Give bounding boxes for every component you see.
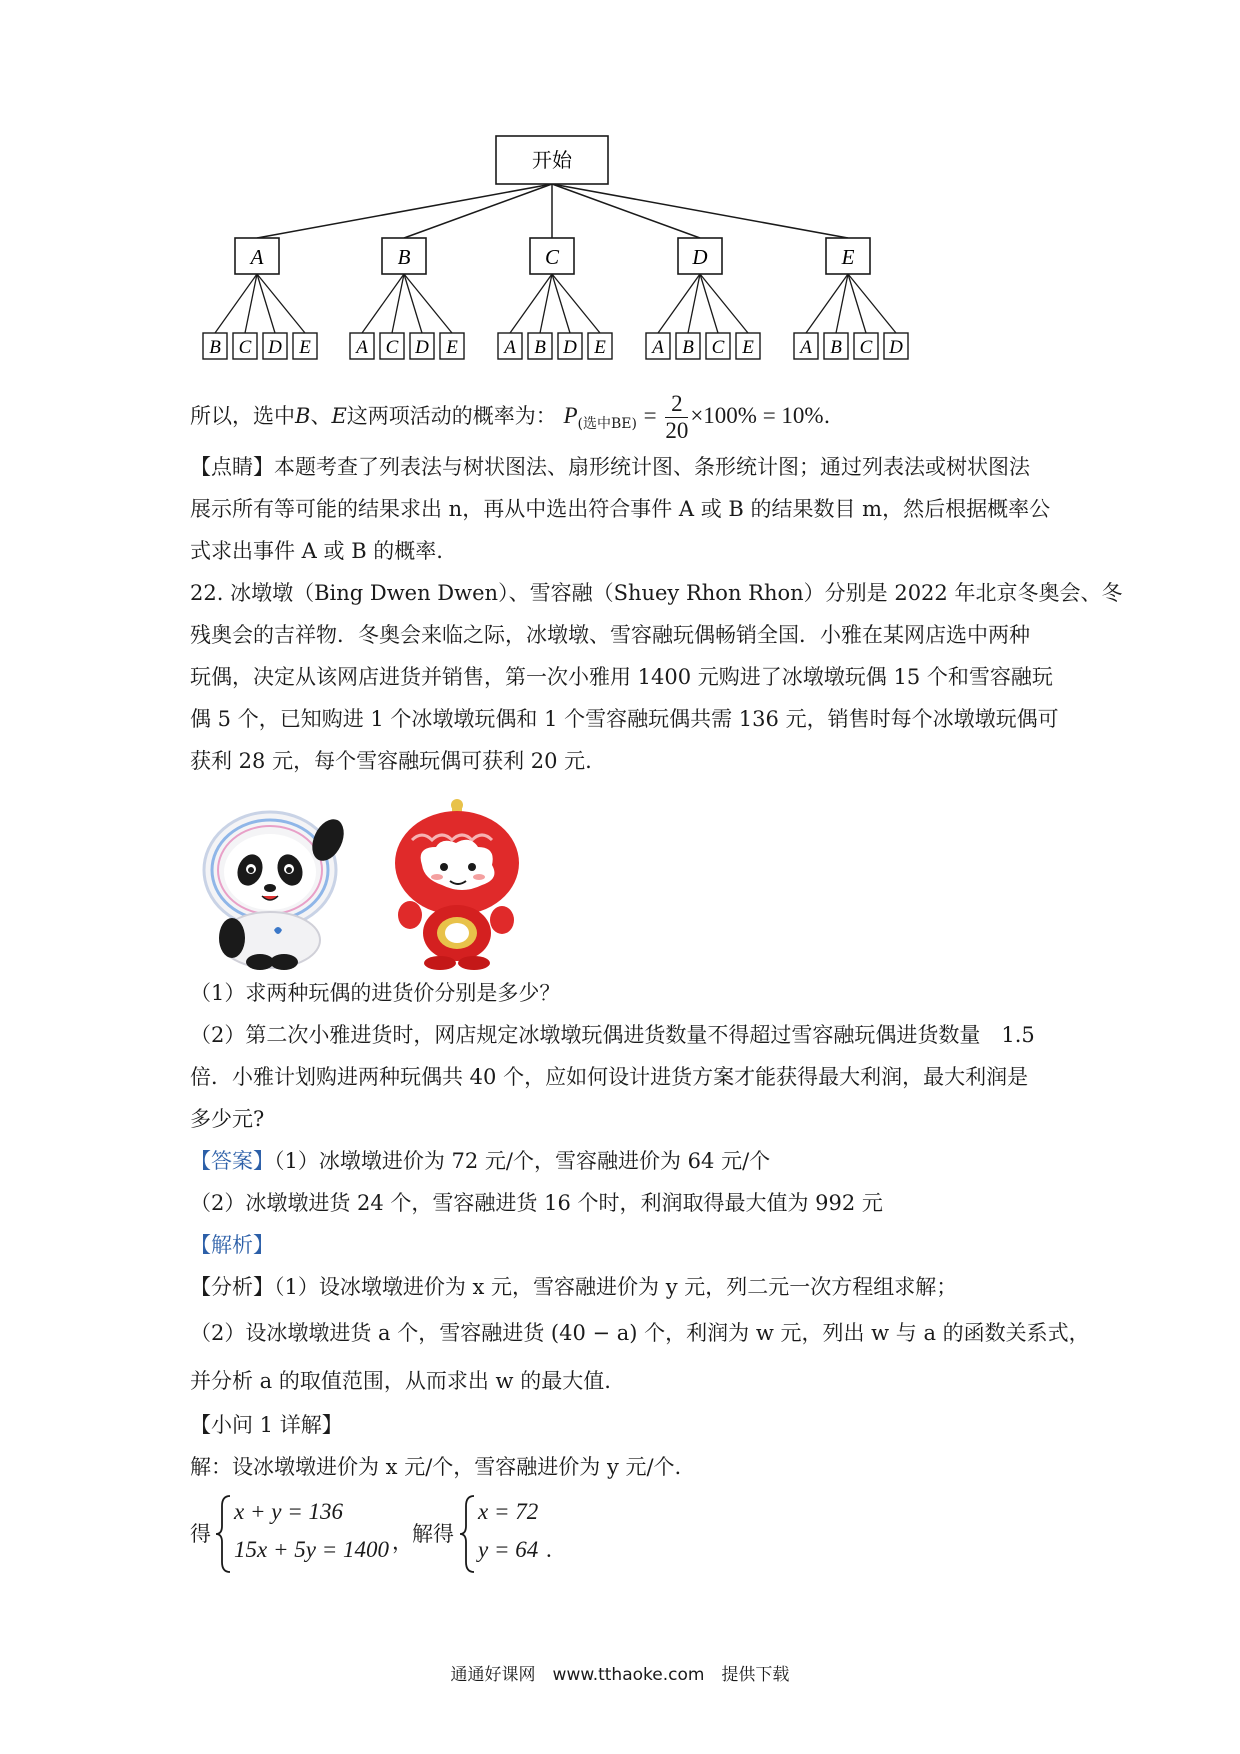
var-b: B xyxy=(295,404,311,428)
system-comma: ， xyxy=(392,1530,413,1554)
tree-edge-root-B xyxy=(404,184,552,238)
tree-leaf-label-A-D: D xyxy=(268,337,282,358)
probability-rest: ×100% = 10% xyxy=(690,403,824,428)
fenxi-line-3: 并分析 a 的取值范围，从而求出 w 的最大值. xyxy=(190,1369,611,1393)
tree-root-label: 开始 xyxy=(532,148,572,172)
fraction xyxy=(665,391,688,444)
tree-leaf-label-D-A: A xyxy=(652,337,664,358)
solution-y: y = 64 xyxy=(478,1537,539,1562)
equation-2: 15x + 5y = 1400 xyxy=(234,1537,389,1562)
tree-node-label-A: A xyxy=(250,245,264,269)
fraction-denominator: 20 xyxy=(665,418,689,443)
tree-edge-B-E xyxy=(404,274,452,333)
p-subscript: (选中BE) xyxy=(577,416,637,433)
tree-leaf-label-E-B: B xyxy=(830,337,842,358)
tree-edge-B-D xyxy=(404,274,422,333)
tree-edge-C-D xyxy=(552,274,570,333)
p-symbol: P xyxy=(563,403,578,428)
tree-edge-root-A xyxy=(257,184,552,238)
tree-leaf-label-E-C: C xyxy=(859,337,873,358)
probability-sep: 、 xyxy=(310,404,332,428)
jiexi-tag: 【解析】 xyxy=(190,1233,274,1257)
answer-tag: 【答案】 xyxy=(190,1149,274,1173)
tree-node-label-D: D xyxy=(692,245,708,269)
tree-leaf-label-C-B: B xyxy=(534,337,546,358)
sub-question-2-line-1: （2）第二次小雅进货时，网店规定冰墩墩玩偶进货数量不得超过雪容融玩偶进货数量 1.5 xyxy=(190,1023,1035,1047)
probability-prefix: 所以，选中 xyxy=(190,404,295,428)
equals-sign: = xyxy=(643,403,657,428)
tree-leaf-label-A-C: C xyxy=(238,337,252,358)
bing-dwen-dwen-image xyxy=(188,800,358,970)
tree-leaf-label-B-A: A xyxy=(356,337,368,358)
answer-2: （2）冰墩墩进货 24 个，雪容融进货 16 个时，利润取得最大值为 992 元 xyxy=(190,1191,883,1215)
tree-node-label-B: B xyxy=(397,245,411,269)
q22-line-1: 22. 冰墩墩（Bing Dwen Dwen）、雪容融（Shuey Rhon Rhon）分别是 2022 年北京冬奥会、冬 xyxy=(190,581,1123,605)
tree-leaf-label-D-E: E xyxy=(742,337,754,358)
tree-edge-E-C xyxy=(848,274,866,333)
tree-leaf-label-B-C: C xyxy=(385,337,399,358)
q22-line-3: 玩偶，决定从该网店进货并销售，第一次小雅用 1400 元购进了冰墩墩玩偶 15 个和雪容融玩 xyxy=(190,665,1053,689)
left-brace xyxy=(214,1494,234,1574)
probability-end: . xyxy=(823,404,831,428)
de-label: 得 xyxy=(190,1522,211,1546)
fraction-numerator: 2 xyxy=(665,391,688,418)
equation-1: x + y = 136 xyxy=(234,1499,343,1524)
tree-edge-D-E xyxy=(700,274,748,333)
tree-leaf-label-E-A: A xyxy=(800,337,812,358)
fenxi-line-1: 【分析】（1）设冰墩墩进价为 x 元，雪容融进价为 y 元，列二元一次方程组求解； xyxy=(190,1275,958,1299)
jiede-label: 解得 xyxy=(412,1522,454,1546)
tree-leaf-label-A-B: B xyxy=(209,337,221,358)
solution-intro: 解：设冰墩墩进价为 x 元/个，雪容融进价为 y 元/个. xyxy=(190,1455,682,1479)
answer-line-1 xyxy=(190,1146,1070,1176)
probability-line xyxy=(190,386,1070,446)
shuey-rhon-rhon-image xyxy=(382,795,532,970)
q22-line-2: 残奥会的吉祥物．冬奥会来临之际，冰墩墩、雪容融玩偶畅销全国．小雅在某网店选中两种 xyxy=(190,623,1030,647)
fenxi-line-2: （2）设冰墩墩进货 a 个，雪容融进货 (40 − a) 个，利润为 w 元，列出 w 与 a 的函数关系式， xyxy=(190,1321,1090,1345)
tree-diagram xyxy=(0,0,1240,380)
answer-1: （1）冰墩墩进价为 72 元/个，雪容融进价为 64 元/个 xyxy=(274,1149,771,1173)
sub-question-2-line-3: 多少元? xyxy=(190,1107,265,1131)
q22-line-5: 获利 28 元，每个雪容融玩偶可获利 20 元. xyxy=(190,749,592,773)
dianjing-line-3: 式求出事件 A 或 B 的概率. xyxy=(190,539,443,563)
tree-edge-C-E xyxy=(552,274,600,333)
tree-leaf-label-C-D: D xyxy=(563,337,577,358)
dianjing-line-1: 【点睛】本题考查了列表法与树状图法、扇形统计图、条形统计图；通过列表法或树状图法 xyxy=(190,455,1030,479)
tree-leaf-label-D-C: C xyxy=(711,337,725,358)
page-footer: 通通好课网 www.tthaoke.com 提供下载 xyxy=(450,1665,790,1685)
sub-question-2-line-2: 倍．小雅计划购进两种玩偶共 40 个，应如何设计进货方案才能获得最大利润，最大利润是 xyxy=(190,1065,1029,1089)
tree-node-label-C: C xyxy=(544,245,560,269)
xiangjie-tag: 【小问 1 详解】 xyxy=(190,1413,343,1437)
system-end: . xyxy=(546,1537,552,1562)
tree-leaf-label-A-E: E xyxy=(299,337,311,358)
tree-leaf-label-B-D: D xyxy=(415,337,429,358)
tree-leaf-label-C-A: A xyxy=(504,337,516,358)
tree-leaf-label-E-D: D xyxy=(889,337,903,358)
right-system-brace xyxy=(458,1494,478,1574)
probability-mid: 这两项活动的概率为： xyxy=(346,404,557,428)
sub-question-1: （1）求两种玩偶的进货价分别是多少？ xyxy=(190,981,561,1005)
tree-edge-A-E xyxy=(257,274,305,333)
tree-leaf-label-C-E: E xyxy=(594,337,606,358)
var-e: E xyxy=(331,404,347,428)
tree-leaf-label-D-B: B xyxy=(682,337,694,358)
dianjing-line-2: 展示所有等可能的结果求出 n，再从中选出符合事件 A 或 B 的结果数目 m，然后根据概率公 xyxy=(190,497,1051,521)
tree-edge-A-D xyxy=(257,274,275,333)
tree-edge-E-D xyxy=(848,274,896,333)
tree-leaf-label-B-E: E xyxy=(446,337,458,358)
tree-edge-root-D xyxy=(552,184,700,238)
q22-line-4: 偶 5 个，已知购进 1 个冰墩墩玩偶和 1 个雪容融玩偶共需 136 元，销售时每个冰墩墩玩偶可 xyxy=(190,707,1059,731)
tree-edge-D-C xyxy=(700,274,718,333)
tree-edge-root-E xyxy=(552,184,848,238)
solution-x: x = 72 xyxy=(478,1499,539,1524)
tree-node-label-E: E xyxy=(841,245,855,269)
